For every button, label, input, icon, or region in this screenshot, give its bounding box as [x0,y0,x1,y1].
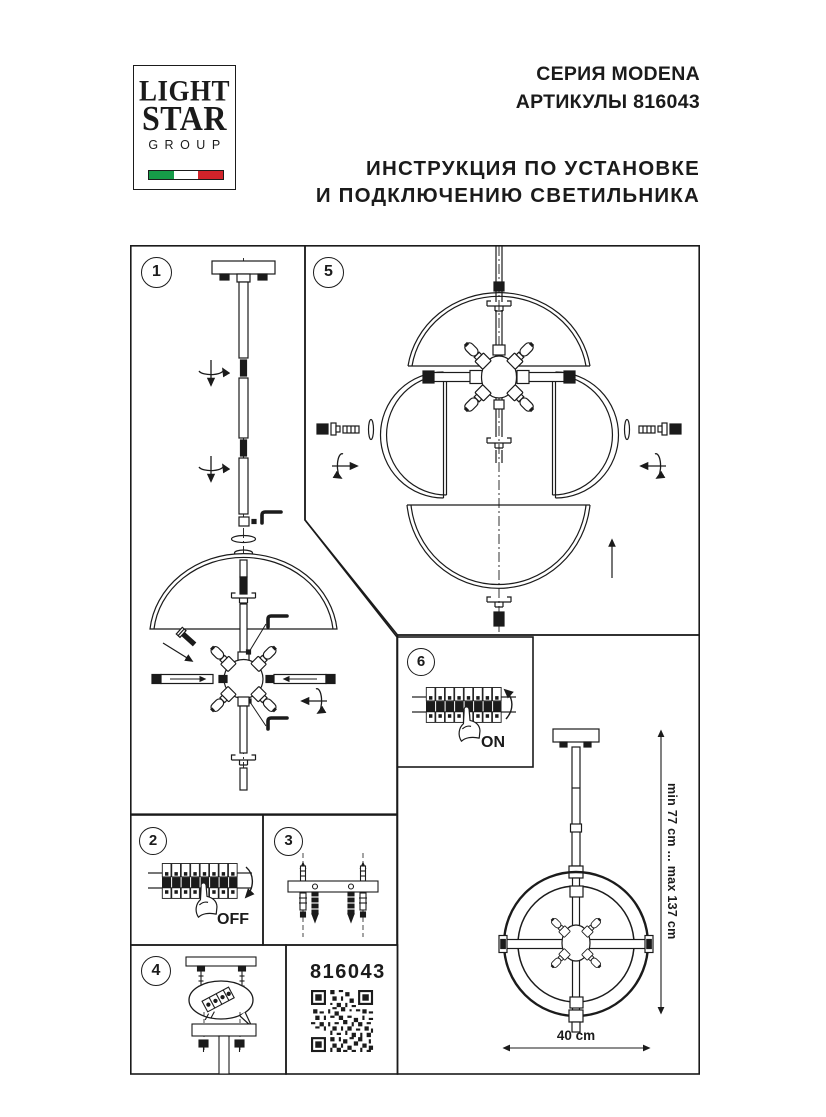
bulb-icon [461,339,491,369]
bulb-icon [507,339,537,369]
left-hemisphere [381,372,444,498]
step-badge-4: 4 [141,956,171,986]
logo-group: GROUP [148,137,227,152]
rotate-arrow-icon [199,360,223,385]
on-label: ON [481,734,505,751]
rotate-arrow-icon [199,456,223,481]
bulb-icon [507,385,537,415]
height-dimension-label: min 77 cm ... max 137 cm [665,783,679,940]
rod-section [219,1036,229,1074]
hex-key-icon [262,512,281,523]
rod-section [239,378,248,438]
bulb-icon [251,643,280,672]
canopy-plate [192,1024,256,1036]
bulb-icon [208,686,237,715]
mounting-bracket [288,881,378,892]
instruction-title-line1: ИНСТРУКЦИЯ ПО УСТАНОВКЕ [366,157,700,180]
screw-icon [176,627,197,647]
panel-step1-border [131,246,397,814]
bulb-icon [549,916,571,938]
step5-diagram [317,246,681,632]
circuit-breaker [148,864,252,899]
off-label: OFF [217,911,249,928]
clip-washer [487,597,511,607]
rod-section [239,282,248,358]
right-hemisphere [556,372,619,498]
step-badge-1: 1 [141,257,172,288]
suspension-rod [572,747,580,866]
instruction-title-line2: И ПОДКЛЮЧЕНИЮ СВЕТИЛЬНИКА [315,184,700,207]
rotate-arrow-icon [332,454,357,478]
article-number-label: 816043 [310,961,386,983]
step-badge-3: 3 [274,827,303,856]
bulb-icon [549,949,571,971]
article-title: АРТИКУЛЫ 816043 [515,91,700,113]
bulb-icon [582,916,604,938]
hex-key-icon [268,718,287,729]
screw-icon [347,892,355,922]
bulb-icon [208,643,237,672]
wall-anchor [359,893,367,917]
step-badge-2: 2 [139,827,167,855]
ceiling-plate [212,261,275,274]
series-title: СЕРИЯ MODENA [536,63,700,85]
panel-step5-border [305,246,699,635]
ceiling-canopy [553,729,599,742]
step-badge-6: 6 [407,648,435,676]
wall-anchor [299,893,307,917]
lower-hemisphere [407,505,590,588]
step4-diagram [186,957,256,1074]
step-badge-5: 5 [313,257,344,288]
bulb-icon [582,949,604,971]
step3-diagram [288,853,378,937]
width-dimension-label: 40 cm [556,1028,596,1043]
rod-section [239,458,248,514]
bulb-icon [461,385,491,415]
rotate-arrow-icon [302,689,327,713]
side-screw-left [317,420,374,440]
switch-off-arrow [246,867,252,897]
insert-arrow [163,643,192,661]
logo-star: STAR [142,98,227,138]
ceiling-bracket [186,957,256,966]
rotate-arrow-icon [641,454,666,478]
step2-diagram [148,864,252,918]
screw-icon [311,892,319,922]
side-screw-right [625,420,682,440]
overview-diagram [499,729,661,1048]
qr-code [311,990,373,1052]
logo-light: LIGHT [138,74,231,108]
